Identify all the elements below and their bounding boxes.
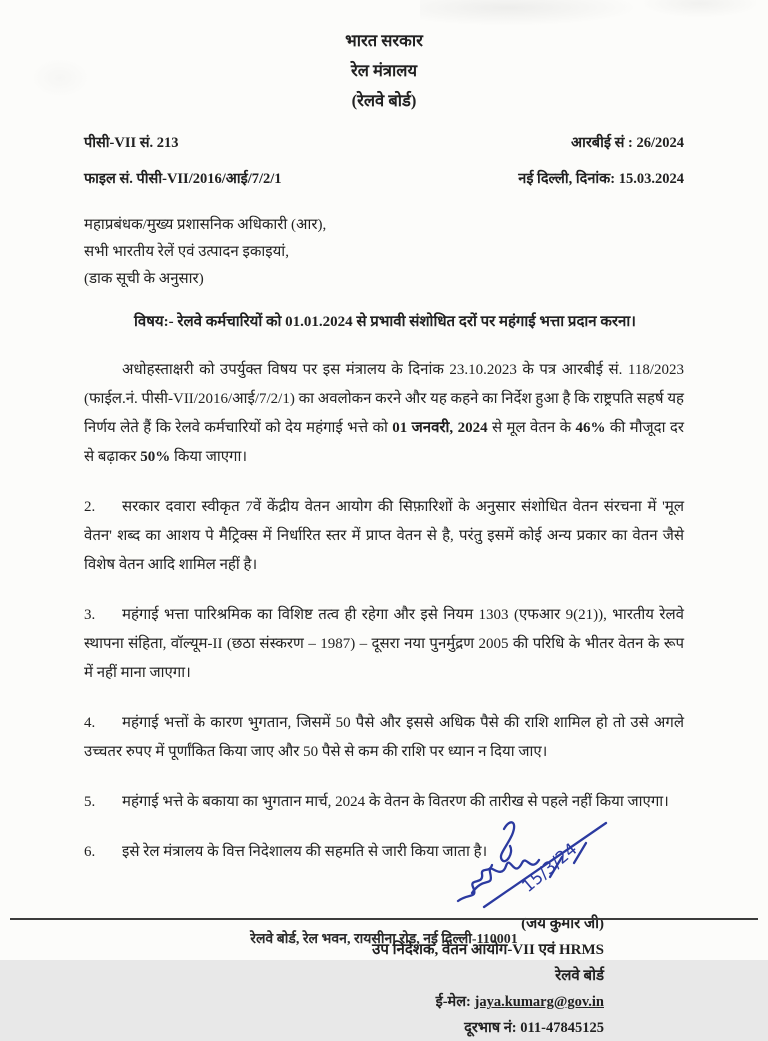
email-label: ई-मेल:	[435, 994, 475, 1010]
subject-line: विषय:- रेलवे कर्मचारियों को 01.01.2024 से प्रभावी संशोधित दरों पर महंगाई भत्ता प्रदान करना।	[134, 314, 636, 330]
signer-designation: उप निदेशक, वेतन आयोग-VII एवं HRMS	[372, 942, 604, 958]
addressee-line-3: (डाक सूची के अनुसार)	[84, 271, 204, 287]
reference-row-2	[84, 168, 684, 188]
para1-bold-old-rate: 46%	[575, 420, 606, 436]
board-name: (रेलवे बोर्ड)	[351, 91, 417, 110]
para-text: इसे रेल मंत्रालय के वित्त निदेशालय की सहमति से जारी किया जाता है।	[122, 844, 488, 860]
signer-org: रेलवे बोर्ड	[555, 968, 604, 984]
para-number: 3.	[84, 607, 96, 623]
reference-row-1	[84, 132, 684, 152]
govt-name: भारत सरकार	[345, 31, 423, 50]
pc-number: पीसी-VII सं. 213	[84, 135, 179, 151]
phone-line: दूरभाष नं: 011-47845125	[464, 1020, 604, 1036]
letterhead	[84, 26, 684, 116]
signature-date: 15/3/24	[518, 839, 582, 897]
place-date: नई दिल्ली, दिनांक: 15.03.2024	[518, 171, 684, 187]
para1-bold-new-rate: 50%	[140, 449, 171, 465]
para-text: महंगाई भत्ता पारिश्रमिक का विशिष्ट तत्व ही रहेगा और इसे नियम 1303 (एफआर 9(21)), भारतीय रेलवे स्थापना संहिता, वॉल्यूम-II (छठा संस्करण – 1987) – दूसरा नया पुनर्मुद्रण 2005 की परिधि के भीतर वेतन के रूप में नहीं माना जाएगा।	[84, 607, 684, 681]
paragraph-2	[84, 493, 684, 580]
para1-text: अधोहस्ताक्षरी को उपर्युक्त विषय पर इस मंत्रालय के दिनांक 23.10.2023 के पत्र आरबीई सं. 118/2023 (फाईल.नं. पीसी-VII/2016/आई/7/2/1) का अवलोकन करने और यह कहने का निर्देश हुआ है कि राष्ट्रपति सहर्ष यह निर्णय लेते हैं कि रेलवे कर्मचारियों को देय महंगाई भत्ते को	[84, 362, 684, 436]
para-text: महंगाई भत्तों के कारण भुगतान, जिसमें 50 पैसे और इससे अधिक पैसे की राशि शामिल हो तो उसे अगले उच्चतर रुपए में पूर्णांकित किया जाए और 50 पैसे से कम की राशि पर ध्यान न दिया जाए।	[84, 715, 684, 760]
paragraph-5	[84, 788, 684, 817]
addressee-line-1: महाप्रबंधक/मुख्य प्रशासनिक अधिकारी (आर),	[84, 217, 327, 233]
paragraph-3	[84, 601, 684, 688]
para-number: 6.	[84, 844, 96, 860]
signature-scribble	[444, 815, 630, 911]
addressee-block	[84, 212, 684, 293]
para1-bold-date: 01 जनवरी, 2024	[392, 420, 488, 436]
paragraph-1: अधोहस्ताक्षरी को उपर्युक्त विषय पर इस मंत्रालय के दिनांक 23.10.2023 के पत्र आरबीई सं. 118/2023 (फाईल.नं. पीसी-VII/2016/आई/7/2/1) का अवलोकन करने और यह कहने का निर्देश हुआ है कि राष्ट्रपति सहर्ष यह निर्णय लेते हैं कि रेलवे कर्मचारियों को देय महंगाई भत्ते को 01 जनवरी, 2024 से मूल वेतन के 46% की मौजूदा दर से बढ़ाकर 50% किया जाएगा।	[84, 362, 685, 465]
file-number: फाइल सं. पीसी-VII/2016/आई/7/2/1	[84, 171, 282, 187]
paragraph-4	[84, 709, 684, 767]
para-number: 2.	[84, 499, 96, 515]
footer-address-bar	[10, 918, 758, 948]
email-line	[224, 989, 604, 1015]
para-number: 4.	[84, 715, 96, 731]
footer-address: रेलवे बोर्ड, रेल भवन, रायसीना रोड, नई दिल्ली-110001	[250, 932, 518, 947]
signer-name: (जय कुमार जी)	[521, 916, 604, 932]
para-text: महंगाई भत्ते के बकाया का भुगतान मार्च, 2024 के वेतन के वितरण की तारीख से पहले नहीं किया जाएगा।	[122, 794, 669, 810]
para-number: 5.	[84, 794, 96, 810]
ministry-name: रेल मंत्रालय	[350, 61, 418, 80]
para-text: सरकार दवारा स्वीकृत 7वें केंद्रीय वेतन आयोग की सिफ़ारिशों के अनुसार संशोधित वेतन संरचना में 'मूल वेतन' शब्द का आशय पे मैट्रिक्स में निर्धारित स्तर में प्राप्त वेतन से है, परंतु इसमें कोई अन्य प्रकार का वेतन जैसे विशेष वेतन आदि शामिल नहीं है।	[84, 499, 684, 573]
addressee-line-2: सभी भारतीय रेलें एवं उत्पादन इकाइयां,	[84, 244, 289, 260]
email-link[interactable]: jaya.kumarg@gov.in	[474, 994, 604, 1010]
rbe-number: आरबीई सं : 26/2024	[571, 135, 684, 151]
